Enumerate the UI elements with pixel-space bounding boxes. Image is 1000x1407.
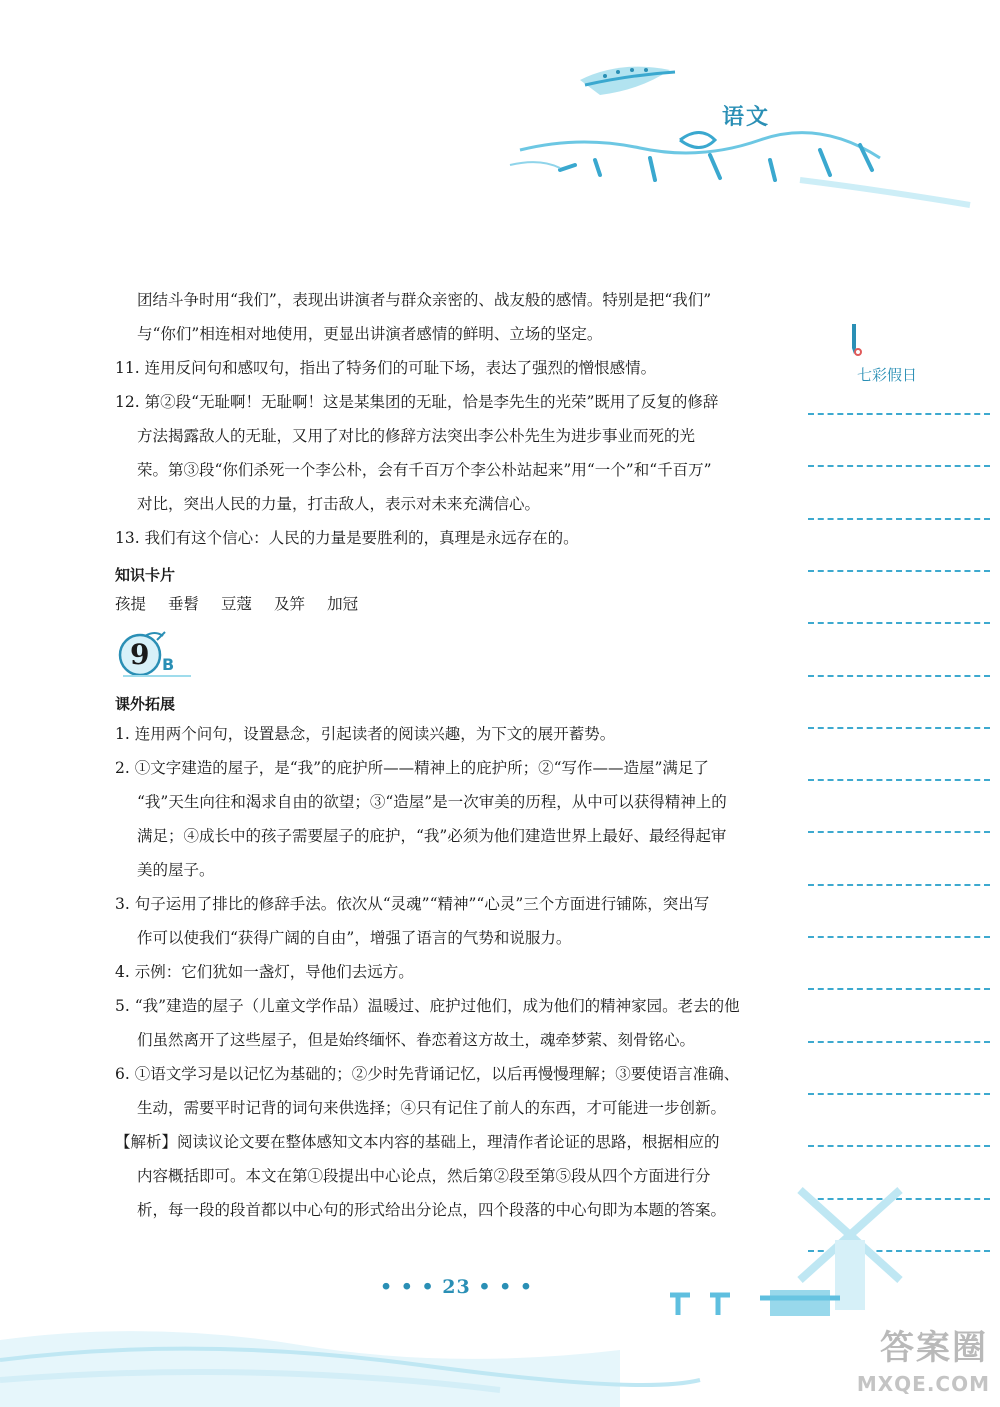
lesson-number: 9 bbox=[130, 638, 150, 671]
knowledge-terms bbox=[115, 592, 380, 616]
pen-icon bbox=[846, 322, 868, 360]
section2-line: 内容概括即可。本文在第①段提出中心论点，然后第②段至第⑤段从四个方面进行分 bbox=[137, 1167, 711, 1185]
note-line bbox=[808, 1145, 990, 1147]
answer-block-2 bbox=[115, 717, 755, 1227]
knowledge-term: 孩提 bbox=[115, 595, 147, 613]
sidebar-label: 七彩假日 bbox=[857, 366, 918, 384]
section1-line: 13. 我们有这个信心：人民的力量是要胜利的，真理是永远存在的。 bbox=[115, 529, 579, 547]
note-line bbox=[808, 936, 990, 938]
note-line bbox=[808, 675, 990, 677]
section2-line: 析，每一段的段首都以中心句的形式给出分论点，四个段落的中心句即为本题的答案。 bbox=[137, 1201, 727, 1219]
section2-line: 6. ①语文学习是以记忆为基础的；②少时先背诵记忆，以后再慢慢理解；③要使语言准确、 bbox=[115, 1065, 740, 1083]
section2-line: 3. 句子运用了排比的修辞手法。依次从“灵魂”“精神”“心灵”三个方面进行铺陈，突出写 bbox=[115, 895, 710, 913]
section2-line: 1. 连用两个问句，设置悬念，引起读者的阅读兴趣，为下文的展开蓄势。 bbox=[115, 725, 616, 743]
note-line bbox=[808, 413, 990, 415]
section1-line: 荣。第③段“你们杀死一个李公朴，会有千百万个李公朴站起来”用“一个”和“千百万” bbox=[137, 461, 712, 479]
note-line bbox=[808, 831, 990, 833]
section1-line: 与“你们”相连相对地使用，更显出讲演者感情的鲜明、立场的坚定。 bbox=[137, 325, 603, 343]
watermark bbox=[826, 1312, 996, 1402]
knowledge-term: 加冠 bbox=[327, 595, 359, 613]
section2-line: 作可以使我们“获得广阔的自由”，增强了语言的气势和说服力。 bbox=[137, 929, 572, 947]
section2-line: “我”天生向往和渴求自由的欲望；③“造屋”是一次审美的历程，从中可以获得精神上的 bbox=[137, 793, 727, 811]
note-line bbox=[808, 465, 990, 467]
knowledge-card-title: 知识卡片 bbox=[115, 566, 176, 584]
section2-line: 满足；④成长中的孩子需要屋子的庇护，“我”必须为他们建造世界上最好、最经得起审 bbox=[137, 827, 727, 845]
section2-line: 2. ①文字建造的屋子，是“我”的庇护所——精神上的庇护所；②“写作——造屋”满足了 bbox=[115, 759, 709, 777]
section2-line: 【解析】阅读议论文要在整体感知文本内容的基础上，理清作者论证的思路，根据相应的 bbox=[115, 1133, 720, 1151]
section1-line: 对比，突出人民的力量，打击敌人，表示对未来充满信心。 bbox=[137, 495, 541, 513]
knowledge-term: 垂髫 bbox=[168, 595, 200, 613]
note-line bbox=[808, 1093, 990, 1095]
watermark-top: 答案圈 bbox=[880, 1328, 988, 1368]
knowledge-term: 及笄 bbox=[274, 595, 306, 613]
section2-line: 5. “我”建造的屋子（儿童文学作品）温暖过、庇护过他们，成为他们的精神家园。老去的他 bbox=[115, 997, 740, 1015]
knowledge-term: 豆蔻 bbox=[221, 595, 253, 613]
section2-line: 4. 示例：它们犹如一盏灯，导他们去远方。 bbox=[115, 963, 414, 981]
note-line bbox=[808, 884, 990, 886]
lesson-letter: B bbox=[162, 655, 175, 674]
section1-line: 12. 第②段“无耻啊！无耻啊！这是某集团的无耻，恰是李先生的光荣”既用了反复的修辞 bbox=[115, 393, 719, 411]
section1-line: 方法揭露敌人的无耻，又用了对比的修辞方法突出李公朴先生为进步事业而死的光 bbox=[137, 427, 696, 445]
answer-block-1 bbox=[115, 283, 755, 555]
section2-line: 们虽然离开了这些屋子，但是始终缅怀、眷恋着这方故土，魂牵梦萦、刻骨铭心。 bbox=[137, 1031, 696, 1049]
note-line bbox=[808, 988, 990, 990]
note-line bbox=[808, 622, 990, 624]
page-number: • • • 23 • • • bbox=[380, 1276, 533, 1298]
note-line bbox=[808, 727, 990, 729]
note-line bbox=[808, 570, 990, 572]
watermark-bottom: MXQE.COM bbox=[856, 1372, 990, 1396]
section2-line: 美的屋子。 bbox=[137, 861, 215, 879]
section1-line: 11. 连用反问句和感叹句，指出了特务们的可耻下场，表达了强烈的憎恨感情。 bbox=[115, 359, 657, 377]
lesson-badge bbox=[115, 628, 195, 680]
extension-title: 课外拓展 bbox=[115, 695, 176, 713]
note-line bbox=[808, 779, 990, 781]
section2-line: 生动，需要平时记背的词句来供选择；④只有记住了前人的东西，才可能进一步创新。 bbox=[137, 1099, 727, 1117]
subject-title: 语文 bbox=[722, 105, 771, 130]
section1-line: 团结斗争时用“我们”，表现出讲演者与群众亲密的、战友般的感情。特别是把“我们” bbox=[137, 291, 712, 309]
note-line bbox=[808, 518, 990, 520]
note-line bbox=[808, 1041, 990, 1043]
